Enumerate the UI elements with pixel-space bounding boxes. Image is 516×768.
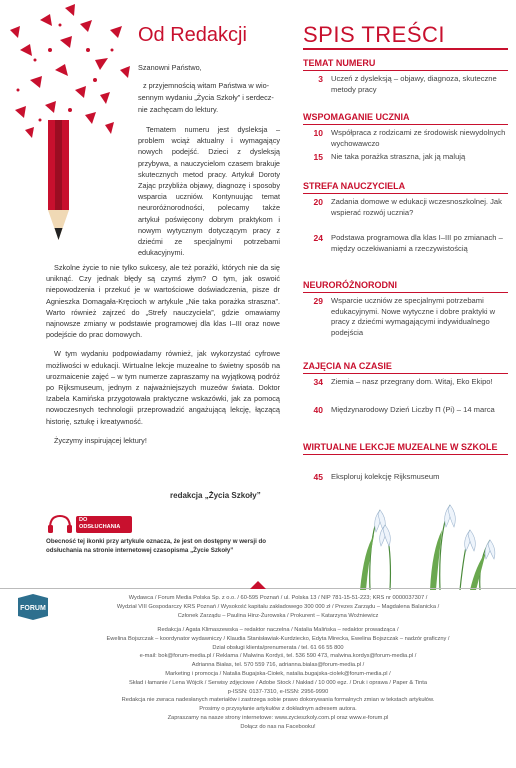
toc-entry[interactable] <box>303 152 508 163</box>
editorial-title: Od Redakcji <box>138 24 247 46</box>
toc-section-head: WSPOMAGANIE UCZNIA <box>303 112 508 125</box>
toc-section-head: STREFA NAUCZYCIELA <box>303 181 508 194</box>
footer-line: Ewelina Bojszczak – koordynator wydawniczy / Klaudia Stanisławiak-Kurdziecko, Edyta Mirecka, Ewelina Bojszczak – nadzór graficzny / <box>106 635 450 642</box>
greeting-line: nie zachęcam do lektury. <box>138 105 219 114</box>
toc-entry[interactable] <box>303 377 508 388</box>
footer-line: Dział obsługi klienta/prenumerata / tel. 61 66 55 800 <box>212 644 344 651</box>
toc-entry-page: 24 <box>313 233 323 243</box>
toc-entry-text: Współpraca z rodzicami ze środowisk niewydolnych wychowawczo <box>331 128 506 148</box>
footer-line: Członek Zarządu – Paulina Hinz-Żurowska / Prokurent – Katarzyna Woźniewicz <box>177 612 379 619</box>
forum-logo <box>16 594 50 620</box>
footer-line: Skład i łamanie / Lena Wójcik / Serwisy zdjęciowe / Adobe Stock / Nakład / 10 000 egz. / Druk i oprawa / Paper & Tinta <box>128 679 428 686</box>
paragraph: Tematem numeru jest dysleksja – problem wciąż aktualny i wymagający nowych podejść. Dzieci z dysleksją przybywa, a nauczycielom czasem brakuje skutecznych metod pracy. Artykuł Doroty Zając przybliża objawy, diagnozę i sposoby wsparcia uczniów. Kontynuując temat neuroróżnorodności, polecamy także artykuł poświęcony dobrym praktykom i nowym wytycznym dotyczącym pracy z dziećmi ze specjalnymi potrzebami edukacyjnymi. <box>138 125 280 258</box>
toc-title: SPIS TREŚCI <box>303 22 446 47</box>
toc-entry-text: Eksploruj kolekcję Rijksmuseum <box>331 472 440 481</box>
audio-badge <box>46 512 134 536</box>
toc-entry[interactable] <box>303 233 508 254</box>
editorial-team-info <box>52 626 504 732</box>
footer-line: Redakcja / Agata Klimaszewska – redaktor naczelna / Natalia Malińska – redaktor prowadząca / <box>157 627 399 633</box>
red-triangle-marker <box>250 581 266 589</box>
signature: redakcja „Życia Szkoły” <box>170 491 261 500</box>
toc-entry-page: 45 <box>313 472 323 482</box>
toc-section-head: WIRTUALNE LEKCJE MUZEALNE W SZKOLE <box>303 442 508 455</box>
toc-entry[interactable] <box>303 197 508 218</box>
toc-entry-page: 10 <box>313 128 323 138</box>
toc-entry-page: 15 <box>313 152 323 162</box>
footer-line: Adrianna Białas, tel. 570 559 716, adrianna.bialas@forum-media.pl / <box>191 662 365 669</box>
toc-entry-text: Wsparcie uczniów ze specjalnymi potrzebami edukacyjnymi. Nowe wytyczne i dobre praktyki w pracy z dziećmi wymagającymi indywidualnego podejścia <box>331 296 496 337</box>
paragraph: Życzymy inspirującej lektury! <box>54 435 147 445</box>
pencil-illustration <box>0 0 135 260</box>
footer-line: Wydawca / Forum Media Polska Sp. z o.o. / 60-595 Poznań / ul. Polska 13 / NIP 781-15-51-223; KRS nr 0000037307 / <box>128 595 428 601</box>
toc-entry-text: Międzynarodowy Dzień Liczby Π (Pi) – 14 marca <box>331 405 495 414</box>
audio-badge-line: DO <box>79 517 88 523</box>
editorial-body <box>46 262 280 454</box>
footer-line: Prosimy o przysyłanie artykułów z dokładnym adresem autora. <box>199 706 357 713</box>
footer-line: Dołącz do nas na Facebooku! <box>240 723 316 730</box>
footer-line: Wydział VIII Gospodarczy KRS Poznań / Wysokość kapitału zakładowego 300 000 zł / Prezes Zarządu – Magdalena Balanicka / <box>116 603 440 610</box>
toc-entry-page: 29 <box>313 296 323 306</box>
footer-website-line[interactable]: Zapraszamy na nasze strony internetowe: www.zycieszkoly.com.pl oraz www.e-forum.pl <box>167 714 389 721</box>
toc-entry-text: Uczeń z dysleksją – objawy, diagnoza, skuteczne metody pracy <box>331 74 497 94</box>
footer-line: Redakcja nie zwraca nadesłanych materiałów i zastrzega sobie prawo dokonywania formalnych zmian w tekstach artykułów. <box>121 697 435 704</box>
forum-logo-text: FORUM <box>20 605 46 612</box>
footer-line: e-mail: bok@forum-media.pl / Reklama / Malwina Kordyś, tel. 536 590 473, malwina.kordys@forum-media.pl / <box>139 653 417 660</box>
toc-entry-page: 3 <box>318 74 323 84</box>
greeting-line: sennym wydaniu „Życia Szkoły” i serdecz- <box>138 93 274 102</box>
footer-line: Marketing i promocja / Natalia Bugajska-Ciołek, natalia.bugajska-ciolek@forum-media.pl / <box>165 670 391 677</box>
greeting-line: z przyjemnością witam Państwa w wio- <box>143 81 270 90</box>
paragraph: W tym wydaniu podpowiadamy również, jak wykorzystać cyfrowe możliwości w edukacji. Wirtualne lekcje muzealne to świetny sposób na urozmaicenie zajęć – w tym numerze zapraszamy na wyjątkową podróż po Rijksmuseum, jednym z najważniejszych muzeów świata. Doktor Izabela Kamińska przygotowała praktyczne wskazówki, jak za pomocą nowoczesnych technologii przeprowadzić angażującą lekcję, łączącą historię, sztukę i kreatywność. <box>46 349 280 426</box>
toc-rule <box>303 48 508 50</box>
toc-entry[interactable] <box>303 296 508 338</box>
footer-line: p-ISSN: 0137-7310, e-ISSN: 2956-9990 <box>227 688 329 695</box>
toc-entry[interactable] <box>303 74 508 95</box>
audio-note: Obecność tej ikonki przy artykule oznacza, że jest on dostępny w wersji do odsłuchania na stronie internetowej czasopisma „Życie Szkoły” <box>46 538 267 554</box>
publisher-info <box>52 594 504 620</box>
audio-badge-line: ODSŁUCHANIA <box>79 524 121 530</box>
toc-entry-page: 34 <box>313 377 323 387</box>
snowdrop-flowers-illustration <box>330 480 510 590</box>
toc-entry-text: Zadania domowe w edukacji wczesnoszkolnej. Jak wspierać rozwój ucznia? <box>331 197 502 217</box>
toc-entry[interactable] <box>303 128 508 149</box>
editorial-body-top <box>138 124 280 266</box>
toc-entry-page: 40 <box>313 405 323 415</box>
toc-entry[interactable] <box>303 405 508 416</box>
toc-entry-page: 20 <box>313 197 323 207</box>
toc-section-head: TEMAT NUMERU <box>303 58 508 71</box>
toc-section-head: ZAJĘCIA NA CZASIE <box>303 361 508 374</box>
toc-entry-text: Nie taka porażka straszna, jak ją malują <box>331 152 466 161</box>
toc-entry-text: Podstawa programowa dla klas I–III po zmianach – między oczekiwaniami a rzeczywistością <box>331 233 503 253</box>
greeting: Szanowni Państwo, <box>138 63 202 72</box>
toc-section-head: NEURORÓŻNORODNI <box>303 280 508 293</box>
toc-entry-text: Ziemia – nasz przegrany dom. Witaj, Eko Ekipo! <box>331 377 493 386</box>
paragraph: Szkolne życie to nie tylko sukcesy, ale też porażki, których nie da się uniknąć. Czy jednak błędy są czymś złym? O tym, jak oswoić niepowodzenia i przekuć je w wartościowe doświadczenia, pisze dr Agnieszka Domagała-Kręcioch w artykule „Nie taka porażka straszna”. Warto również zajrzeć do „Strefy nauczyciela”, gdzie omawiamy najnowsze zmiany w podstawie programowej dla klas I–III oraz nowe podejście do prac domowych. <box>46 263 280 340</box>
